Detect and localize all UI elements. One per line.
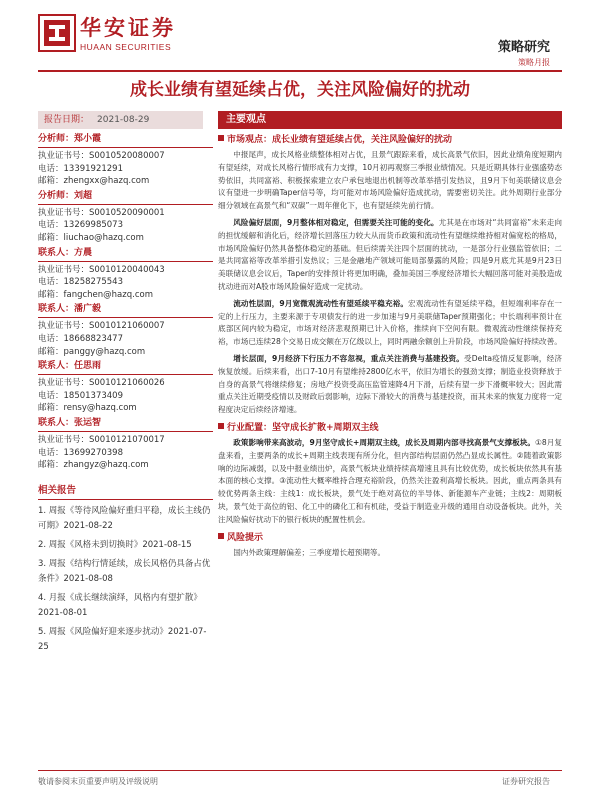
left-column: [38, 133, 213, 655]
analyst-card: [38, 190, 213, 245]
analyst-contact-line: 执业证书号：S0010121060007: [38, 321, 165, 332]
report-title: 成长业绩有望延续占优，关注风险偏好的扰动: [130, 80, 470, 100]
analyst-card: [38, 247, 213, 302]
analyst-contact-line: 邮箱：zhengxx@hazq.com: [38, 176, 150, 187]
liquidity-paragraph: 流动性层面，9月宽微观流动性有望延续平稳充裕。宏观流动性有望延续平稳，但短端利率存在一定的上行压力，主要来源于专项债发行的进一步加速与9月美联储Taper预期强化；中长端利率预计在底部区间内较为稳定，市场对经济悲观预期已计入价格，推续向下空间有限。微观流动性继续保持充裕，市场已连续28个交易日成交额在万亿级以上，同时两融余额创上升阶段，市场风险偏好持续改善。: [218, 298, 562, 347]
square-bullet-icon: [218, 423, 224, 429]
analyst-name: 联系人：潘广毅: [38, 303, 213, 318]
market-view-heading: 市场观点：成长业绩有望延续占优，关注风险偏好的扰动: [218, 133, 562, 147]
huaan-logo-icon: [38, 14, 76, 52]
analyst-contact-line: 执业证书号：S0010121060026: [38, 378, 165, 389]
analyst-name: 分析师：刘超: [38, 190, 213, 205]
main-column: [218, 111, 562, 563]
square-bullet-icon: [218, 533, 224, 539]
growth-paragraph: 增长层面，9月经济下行压力不容忽视，重点关注消费与基建投资。受Delta疫情反复影响，经济恢复放缓。后续来看，出口7-10月有望维持2800亿水平，依旧为增长的强劲支撑；制造业投资释放于自身的高景气将继续修复；房地产投资受高压监管速降4月下滑，后续有望一步下滑概率较大；因此需重点关注近期受疫情以及财政后弱影响，边际下滑较大的消费与基建投资，而其未来的恢复力度将一定程度决定后续经济增速。: [218, 353, 563, 415]
footer-disclaimer: 敬请参阅末页重要声明及评级说明: [38, 777, 158, 786]
related-report-item: 5. 周报《风险偏好迎来逐步扰动》2021-07-25: [38, 626, 207, 652]
related-reports-title: 相关报告: [38, 484, 213, 500]
doc-type: 策略研究: [497, 40, 550, 55]
brand: [80, 16, 176, 52]
analyst-contact-line: 电话：18501373409: [38, 390, 123, 401]
analyst-contact-line: 执业证书号：S0010120040043: [38, 264, 165, 275]
related-report-item: 3. 周报《结构行情延续，成长风格仍具备占优条件》2021-08-08: [38, 558, 211, 584]
footer-label: 证券研究报告: [502, 777, 550, 786]
market-view-section: [218, 133, 562, 417]
analyst-name: 联系人：方晨: [38, 247, 213, 262]
analyst-contact-line: 电话：13391921291: [38, 163, 123, 174]
analyst-contact-line: 电话：13269985073: [38, 220, 123, 231]
footer-divider: [38, 770, 562, 771]
analyst-contact-line: 邮箱：liuchao@hazq.com: [38, 232, 144, 243]
analyst-card: [38, 303, 213, 358]
related-report-item: 1. 周报《等待风险偏好重归平稳，成长主线仍可期》2021-08-22: [38, 505, 211, 531]
analyst-contact-line: 邮箱：panggy@hazq.com: [38, 346, 146, 357]
header-divider: [38, 70, 562, 72]
main-points-header: 主要观点: [218, 111, 562, 129]
analyst-contact-line: 邮箱：rensy@hazq.com: [38, 403, 137, 414]
analyst-contact-line: 电话：13699270398: [38, 447, 123, 458]
industry-allocation-paragraph: 政策影响带来高波动，9月坚守成长+周期双主线，成长及周期内部寻找高景气支撑板块。①8月复盘来看，主要两条的成长+周期主线表现有所分化，但内部结构层面仍然凸显成长属性。②随着政策影响的边际减弱，以及中报业绩出炉，高景气板块业绩持续高增速且具有比较优势，成长板块依然具有基本面的核心支撑。③流动性大概率维持合理充裕阶段，仍然关注盈利高增长板块。因此，重点两条具有较优势两条主线：主线1：成长板块，景气处于绝对高位的半导体、新能源车产业链；主线2：周期板块，景气处于高位的铝、化工中的磷化工和有机硅，受益于制造业升级的通用自动设备板块。此外，关注风险偏好扰动下的银行板块的配置性机会。: [218, 437, 562, 524]
doc-subtype: 策略月报: [518, 58, 550, 67]
analyst-contact-line: 邮箱：zhangyz@hazq.com: [38, 460, 149, 471]
analyst-contact-line: 执业证书号：S0010520080007: [38, 151, 165, 161]
risk-warning-paragraph: 国内外政策理解偏差；三季度增长超预期等。: [233, 547, 386, 557]
analyst-card: [38, 360, 213, 415]
analyst-card: [38, 133, 213, 188]
analyst-card: [38, 417, 213, 472]
analyst-contact-line: 执业证书号：S0010121070017: [38, 434, 165, 445]
market-view-paragraph: 中报尾声，成长风格业绩整体相对占优，且景气跟踪来看，成长高景气依旧，因此业绩角度短期内有望延续，对成长风格行情形成有力支撑，10月初再观察三季报业绩情况。只是近期具体行业强盛势态势依旧，共同富裕、积极探索建立农户承包地退出机制等改革举措引发热议，且9月下旬美联储议息会议有望进一步明确Taper信号等，均可能对市场风险偏好造成扰动，需要密切关注。此外周期行业部分细分领域在高景气和“双碳”一周年催化下，也有望延续先前行情。: [218, 150, 562, 211]
analyst-name: 分析师：郑小霞: [38, 133, 213, 148]
analyst-name: 联系人：张运智: [38, 417, 213, 432]
report-date-value: 2021-08-29: [97, 115, 150, 125]
risk-appetite-paragraph: 风险偏好层面，9月整体相对稳定，但需要关注可能的变化。尤其是在市场对“共同富裕”未来走向的担忧缓解和消化后，经济增长回落压力较大从而货币政策和流动性有望继续维持相对偏宽松的格局，市场风险偏好仍然具备整体稳定的基础。但后续需关注四个层面的扰动，一是部分行业强监管依旧；二是共同富裕等改革举措引发热议；三是金融地产领域可能局部暴露的风险；四是9月底尤其是9月23日美联储议息会议后，Taper的安排预计将更加明确，叠加美国三季度经济增长大幅回落可能对美股造成扰动进而对A股市场风险偏好造成一定扰动。: [218, 217, 563, 291]
report-header: [0, 0, 600, 72]
report-date: [38, 111, 203, 129]
related-report-item: 2. 周报《风格未到切换时》2021-08-15: [38, 539, 192, 550]
related-reports-list: [38, 504, 213, 655]
analyst-contact-line: 邮箱：fangchen@hazq.com: [38, 289, 153, 300]
analyst-contact-line: 电话：18258275543: [38, 277, 123, 288]
square-bullet-icon: [218, 135, 224, 141]
analyst-name: 联系人：任思雨: [38, 360, 213, 375]
risk-warning-heading: 风险提示: [218, 531, 562, 545]
analyst-list: [38, 133, 213, 472]
analyst-contact-line: 电话：18668823477: [38, 333, 123, 344]
brand-name-en: HUAAN SECURITIES: [80, 42, 172, 52]
related-report-item: 4. 月报《成长继续演绎，风格内有望扩散》2021-08-01: [38, 592, 202, 618]
industry-allocation-heading: 行业配置：坚守成长扩散+周期双主线: [218, 421, 562, 435]
analyst-contact-line: 执业证书号：S0010520090001: [38, 207, 165, 218]
industry-allocation-section: [218, 421, 562, 527]
report-date-label: 报告日期：: [44, 115, 90, 125]
brand-name-cn: 华安证券: [80, 15, 176, 40]
risk-warning-section: [218, 531, 562, 560]
